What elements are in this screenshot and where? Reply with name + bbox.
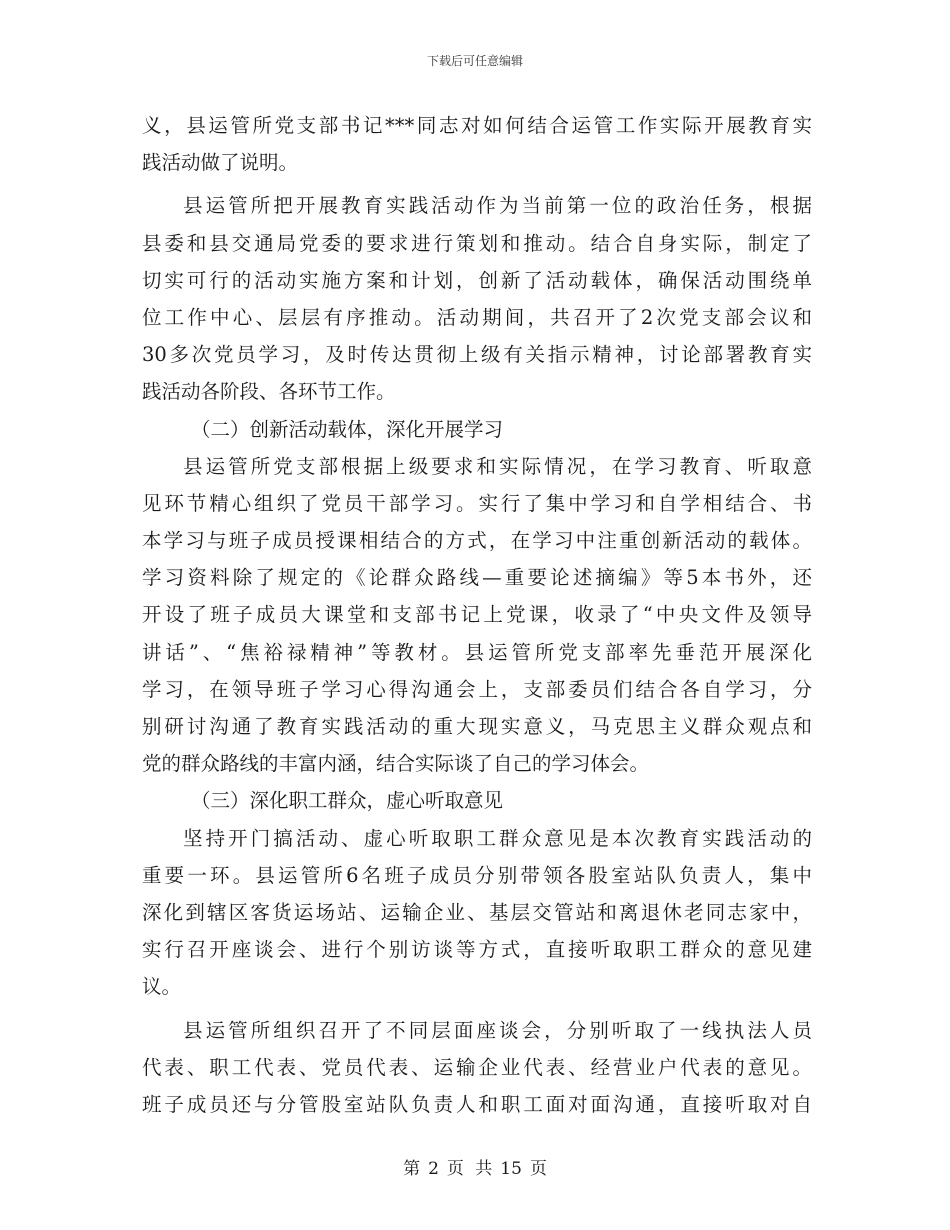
text-line: 学习资料除了规定的《论群众路线—重要论述摘编》等5本书外，还 (142, 566, 812, 590)
text-line: 学习，在领导班子学习心得沟通会上，支部委员们结合各自学习，分 (142, 677, 812, 701)
text-line: 议。 (142, 975, 182, 999)
text-line: 践活动各阶段、各环节工作。 (142, 380, 396, 404)
section-heading: （二）创新活动载体，深化开展学习 (191, 417, 504, 441)
text-line: 代表、职工代表、党员代表、运输企业代表、经营业户代表的意见。 (142, 1055, 812, 1079)
text-line: 重要一环。县运管所6名班子成员分别带领各股室站队负责人，集中 (142, 863, 812, 887)
text-line: 本学习与班子成员授课相结合的方式，在学习中注重创新活动的载体。 (142, 529, 812, 553)
text-line: 县运管所党支部根据上级要求和实际情况，在学习教育、听取意 (183, 454, 812, 478)
page-total: 15 (500, 1159, 522, 1179)
text-line: 县委和县交通局党委的要求进行策划和推动。结合自身实际，制定了 (142, 231, 812, 255)
section-heading: （三）深化职工群众，虚心听取意见 (191, 789, 504, 813)
text-line: 切实可行的活动实施方案和计划，创新了活动载体，确保活动围绕单 (142, 268, 812, 292)
text-line: 实行召开座谈会、进行个别访谈等方式，直接听取职工群众的意见建 (142, 938, 812, 962)
text-line: 见环节精心组织了党员干部学习。实行了集中学习和自学相结合、书 (142, 491, 812, 515)
text-line: 义，县运管所党支部书记***同志对如何结合运管工作实际开展教育实 (142, 114, 812, 137)
text-line: 讲话”、“焦裕禄精神”等教材。县运管所党支部率先垂范开展深化 (142, 640, 812, 664)
page-header-note: 下载后可任意编辑 (426, 54, 523, 68)
text-line: 坚持开门搞活动、虚心听取职工群众意见是本次教育实践活动的 (183, 826, 812, 850)
text-line: 践活动做了说明。 (142, 151, 299, 175)
footer-suffix: 页 (529, 1159, 547, 1179)
footer-middle: 页 共 (446, 1159, 493, 1179)
page-number: 2 (428, 1159, 439, 1179)
text-line: 位工作中心、层层有序推动。活动期间，共召开了2次党支部会议和 (142, 305, 812, 329)
text-line: 开设了班子成员大课堂和支部书记上党课，收录了“中央文件及领导 (142, 603, 812, 627)
text-line: 县运管所把开展教育实践活动作为当前第一位的政治任务，根据 (183, 194, 812, 218)
footer-prefix: 第 (403, 1159, 421, 1179)
text-line: 别研讨沟通了教育实践活动的重大现实意义，马克思主义群众观点和 (142, 715, 812, 738)
page-footer (0, 1154, 950, 1179)
text-line: 班子成员还与分管股室站队负责人和职工面对面沟通，直接听取对自 (142, 1092, 812, 1116)
text-line: 县运管所组织召开了不同层面座谈会，分别听取了一线执法人员 (183, 1018, 812, 1042)
document-body (142, 107, 812, 1123)
text-line: 深化到辖区客货运场站、运输企业、基层交管站和离退休老同志家中， (142, 900, 812, 924)
text-line: 30多次党员学习，及时传达贯彻上级有关指示精神，讨论部署教育实 (142, 343, 812, 367)
text-line: 党的群众路线的丰富内涵，结合实际谈了自己的学习体会。 (142, 752, 650, 776)
